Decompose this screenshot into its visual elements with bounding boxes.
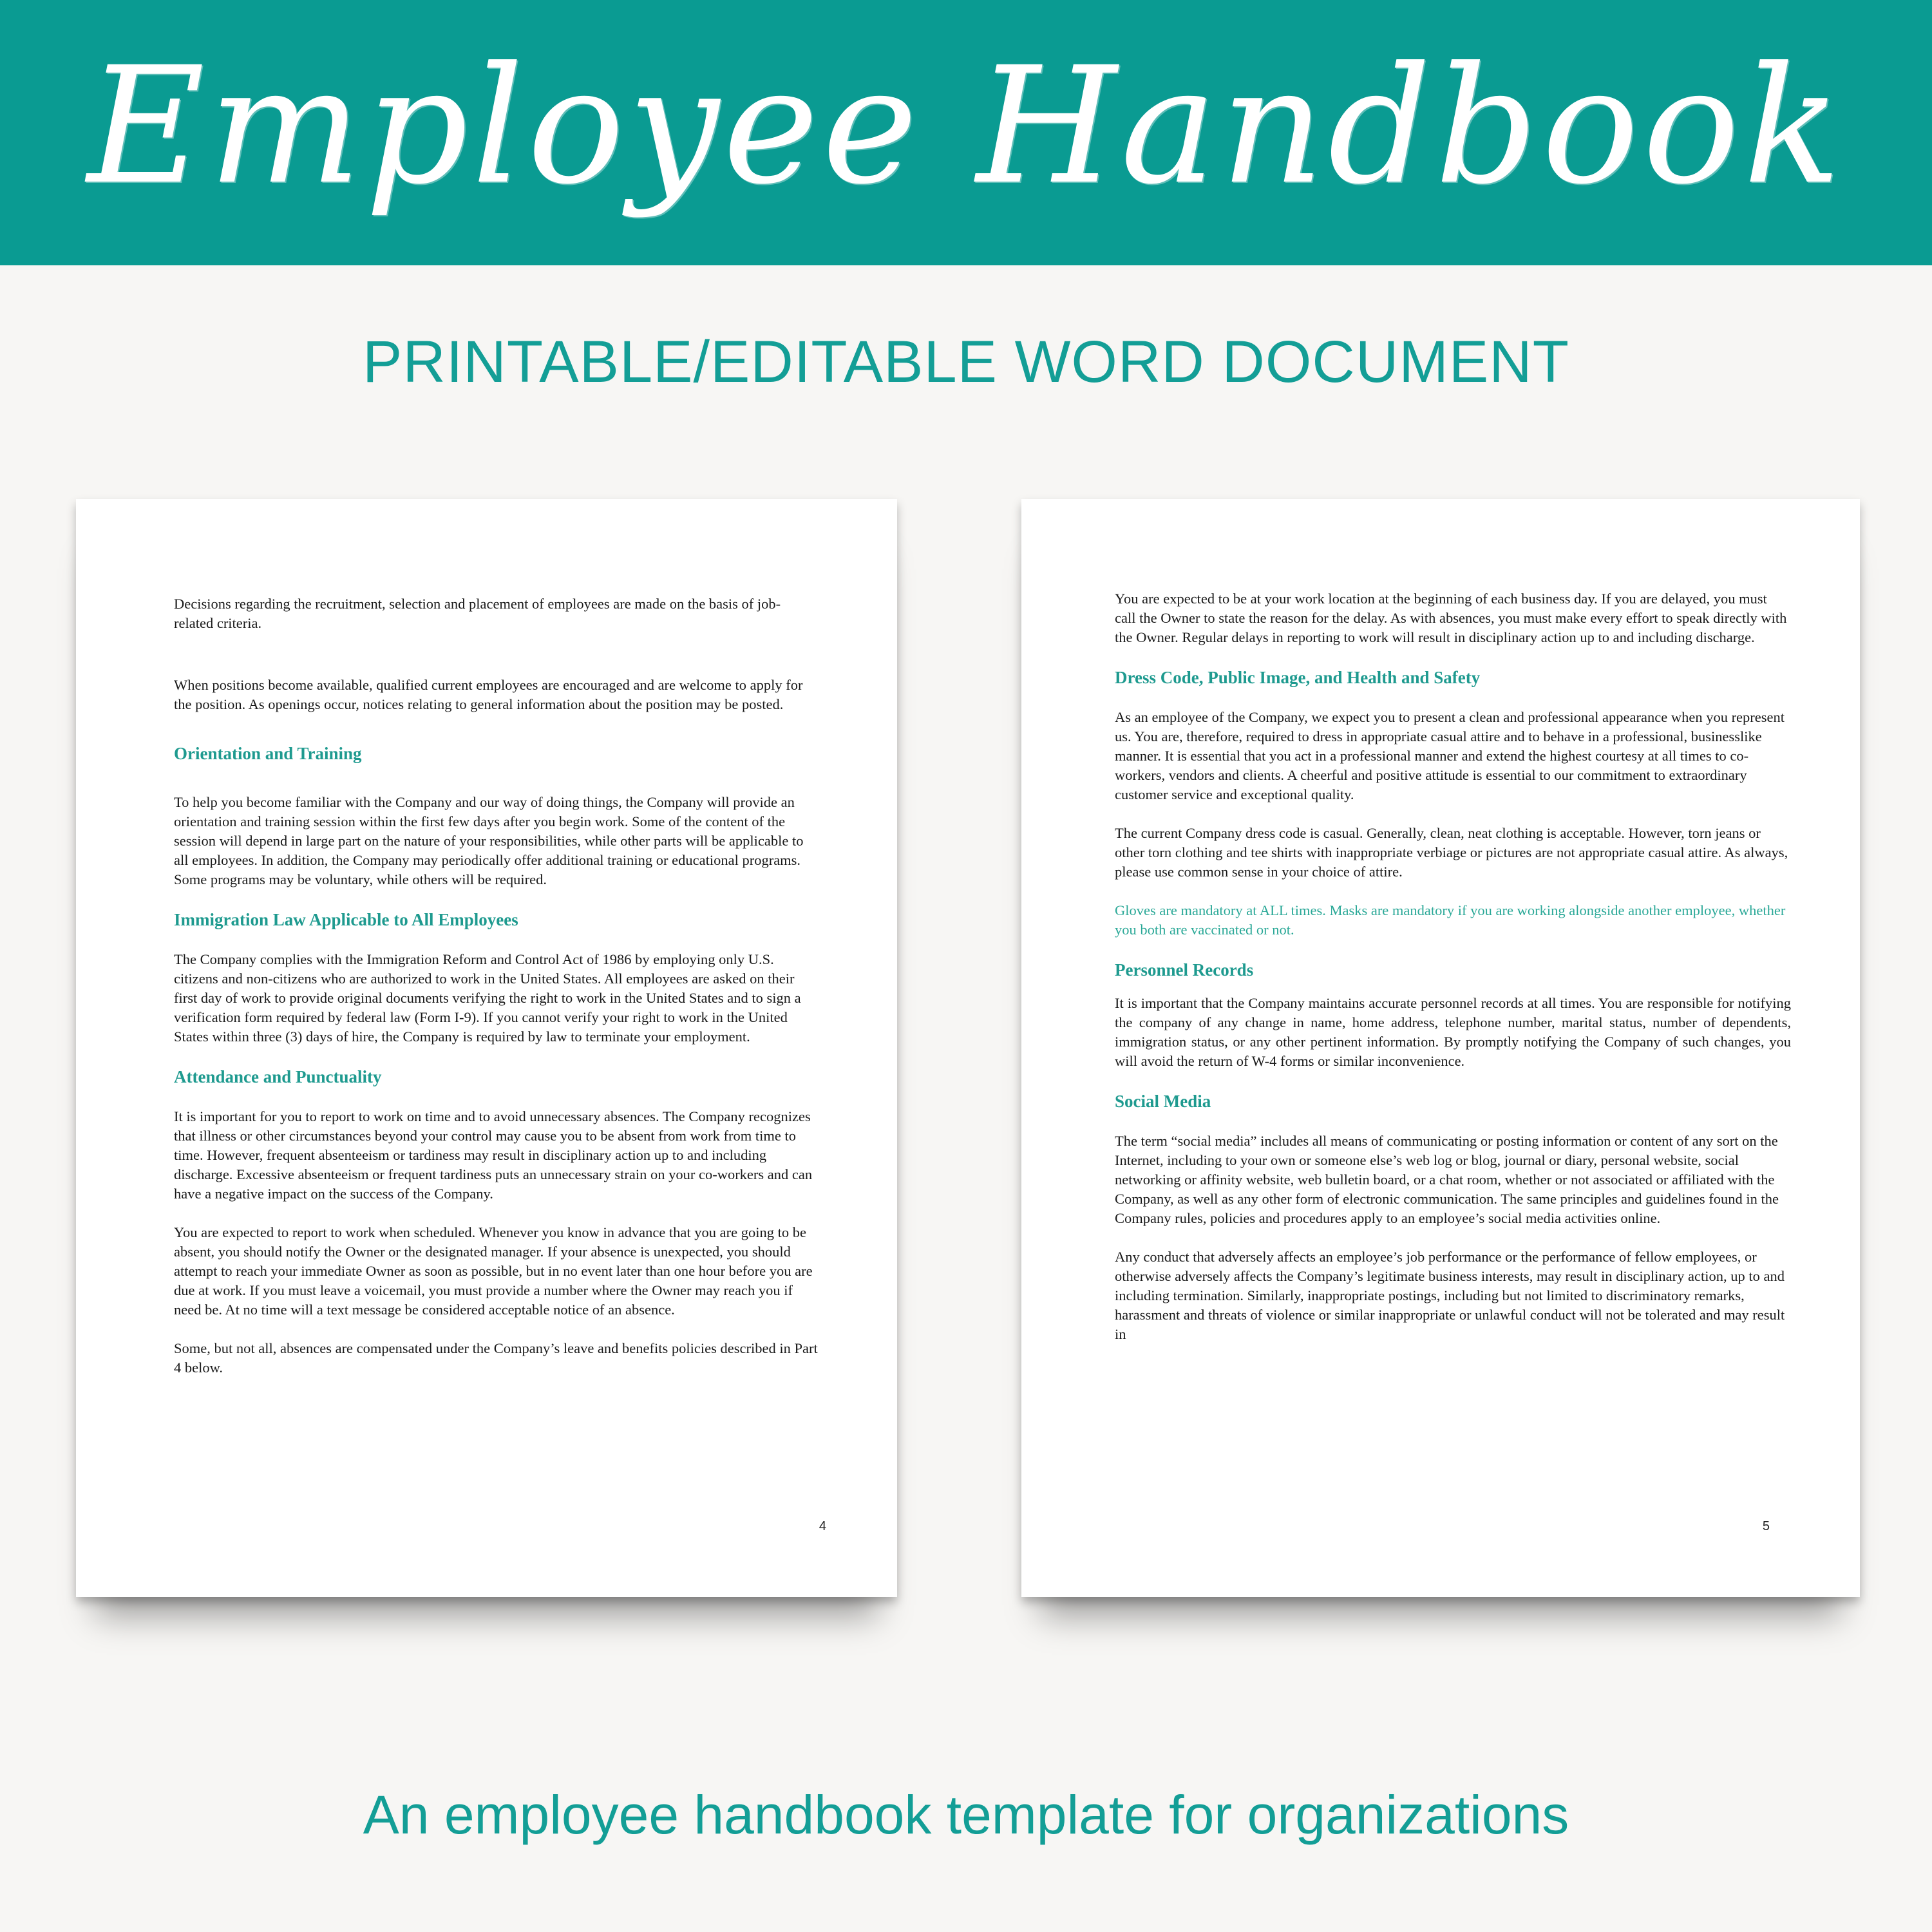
subtitle: PRINTABLE/EDITABLE WORD DOCUMENT bbox=[363, 329, 1569, 395]
page-number: 4 bbox=[819, 1519, 826, 1533]
page-number: 5 bbox=[1762, 1519, 1770, 1533]
title-banner bbox=[0, 0, 1932, 265]
paragraph: You are expected to be at your work location at the beginning of each business day. If you are delayed, you must call the Owner to state the reason for the delay. As with absences, you must make every effort to speak directly with the Owner. Regular delays in reporting to work will result in disciplinary action up to and including discharge. bbox=[1115, 591, 1787, 645]
section-heading-dress-code: Dress Code, Public Image, and Health and Safety bbox=[1115, 668, 1481, 687]
section-heading-attendance: Attendance and Punctuality bbox=[174, 1067, 382, 1086]
paragraph: The Company complies with the Immigration Reform and Control Act of 1986 by employing only U.S. citizens and non-citizens who are authorized to work in the United States. All employees are asked on their first day of work to provide original documents verifying the right to work in the United States and to sign a verification form required by federal law (Form I-9). If you cannot verify your right to work in the United States within three (3) days of hire, the Company is required by law to terminate your employment. bbox=[174, 951, 801, 1045]
paragraph: The current Company dress code is casual. Generally, clean, neat clothing is acceptable. However, torn jeans or other torn clothing and tee shirts with inappropriate verbiage or pictures are not appropriate casual attire. As always, please use common sense in your choice of attire. bbox=[1115, 825, 1788, 880]
section-heading-social-media: Social Media bbox=[1115, 1092, 1211, 1111]
document-page-right bbox=[1021, 499, 1860, 1597]
paragraph: You are expected to report to work when scheduled. Whenever you know in advance that you are going to be absent, you should notify the Owner or the designated manager. If your absence is unexpected, you should attempt to reach your immediate Owner as soon as possible, but in no event later than one hour before you are due at work. If you must leave a voicemail, you must provide a number where the Owner may reach you if need be. At no time will a text message be considered acceptable notice of an absence. bbox=[174, 1224, 813, 1318]
page-content bbox=[174, 594, 818, 1378]
paragraph: As an employee of the Company, we expect you to present a clean and professional appearance when you represent us. You are, therefore, required to dress in appropriate casual attire and to behave in a professional, businesslike manner. It is essential that you act in a professional manner and extend the highest courtesy at all times to co-workers, vendors and clients. A cheerful and positive attitude is essential to our commitment to extraordinary customer service and exceptional quality. bbox=[1115, 709, 1785, 802]
paragraph: The term “social media” includes all means of communicating or posting information or content of any sort on the Internet, including to your own or someone else’s web log or blog, journal or diary, personal website, social networking or affinity website, web bulletin board, or a chat room, whether or not associated or affiliated with the Company, as well as any other form of electronic communication. The same principles and guidelines found in the Company rules, policies and procedures apply to an employee’s social media activities online. bbox=[1115, 1133, 1779, 1226]
paragraph: Some, but not all, absences are compensated under the Company’s leave and benefits policies described in Part 4 below. bbox=[174, 1340, 818, 1376]
section-heading-immigration: Immigration Law Applicable to All Employees bbox=[174, 910, 518, 929]
paragraph: When positions become available, qualified current employees are encouraged and are welcome to apply for the position. As openings occur, notices relating to general information about the position may be posted. bbox=[174, 677, 803, 712]
banner-title: Employee Handbook bbox=[87, 32, 1845, 220]
tagline: An employee handbook template for organizations bbox=[363, 1785, 1569, 1845]
safety-note: Gloves are mandatory at ALL times. Masks are mandatory if you are working alongside another employee, whether you both are vaccinated or not. bbox=[1115, 902, 1786, 938]
document-page-left bbox=[76, 499, 897, 1597]
paragraph: It is important for you to report to work on time and to avoid unnecessary absences. The Company recognizes that illness or other circumstances beyond your control may cause you to be absent from work from time to time. However, frequent absenteeism or tardiness may result in disciplinary action up to and including discharge. Excessive absenteeism or frequent tardiness puts an unnecessary strain on your co-workers and can have a negative impact on the success of the Company. bbox=[174, 1108, 813, 1202]
section-heading-orientation: Orientation and Training bbox=[174, 744, 362, 763]
paragraph: Decisions regarding the recruitment, selection and placement of employees are made on the basis of job-related criteria. bbox=[174, 596, 781, 631]
section-heading-personnel: Personnel Records bbox=[1115, 960, 1254, 980]
paragraph: Any conduct that adversely affects an employee’s job performance or the performance of fellow employees, or otherwise adversely affects the Company’s legitimate business interests, may result in disciplinary action, up to and including termination. Similarly, inappropriate postings, including but not limited to discriminatory remarks, harassment and threats of violence or similar inappropriate or unlawful conduct will not be tolerated and may result in bbox=[1115, 1249, 1785, 1342]
paragraph: To help you become familiar with the Company and our way of doing things, the Company will provide an orientation and training session within the first few days after you begin work. Some of the content of the session will depend in large part on the nature of your responsibilities, while other parts will be applicable to all employees. In addition, the Company may periodically offer additional training or educational programs. Some programs may be voluntary, while others will be required. bbox=[174, 794, 804, 887]
page-content bbox=[1115, 589, 1791, 1344]
paragraph: It is important that the Company maintains accurate personnel records at all times. You are responsible for notifying the company of any change in name, home address, telephone number, marital status, number of dependents, immigration status, or any other pertinent information. By promptly notifying the Company of such changes, you will avoid the return of W-4 forms or similar inconvenience. bbox=[1115, 995, 1791, 1069]
